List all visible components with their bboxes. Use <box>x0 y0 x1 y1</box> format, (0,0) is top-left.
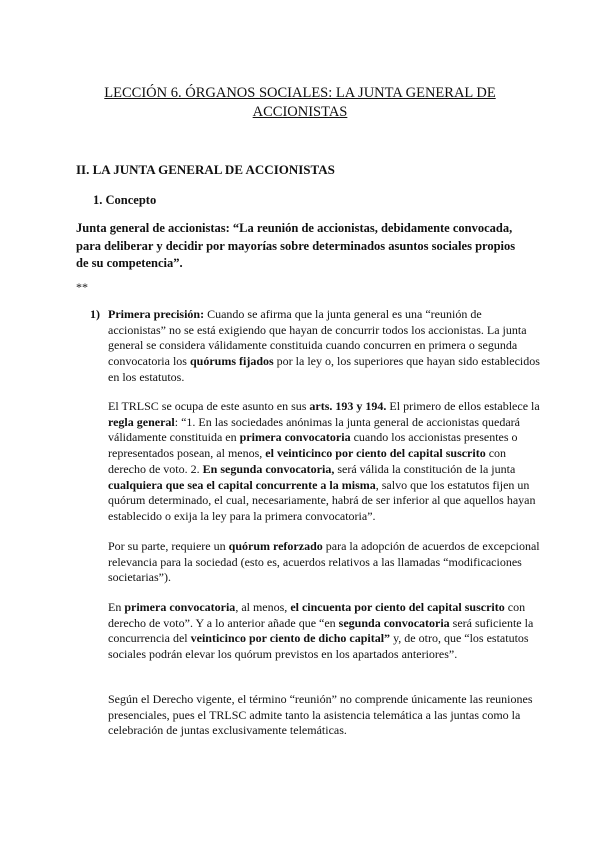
p2-text-m: , salvo que los estatutos fijen un quórum determinado, el cual, necesariamente, habrá de ser inferior al que aquellos hayan establecido o exija la ley para la primera convocatoria”. <box>108 477 536 523</box>
p2-text-c: El primero de ellos establece la <box>386 399 540 413</box>
p4-bold-f: segunda convocatoria <box>338 615 450 630</box>
p2-bold-h: el veinticinco por ciento del capital suscrito <box>265 446 486 461</box>
p3-text-a: Por su parte, requiere un <box>108 539 229 553</box>
p4-text-a: En <box>108 600 125 614</box>
p1-text-end: por la ley o, los superiores que hayan sido establecidos en los estatutos. <box>108 354 540 384</box>
definition-paragraph: Junta general de accionistas: “La reunión de accionistas, debidamente convocada, para deliberar y decidir por mayorías sobre determinados asuntos sociales propios de su competencia”. <box>76 221 516 270</box>
p1-text: Cuando se afirma que la junta general es una “reunión de accionistas” no se está exigiendo que hayan de concurrir todos los accionistas. La junta general se considera válidamente constituida cuando concurren en primera o segunda convocatoria los <box>108 307 527 369</box>
item-number: 1) <box>90 307 100 321</box>
p2-bold-d: regla general <box>108 414 175 429</box>
paragraph-4 <box>108 600 540 663</box>
p2-text-k: será válida la constitución de la junta <box>334 461 516 476</box>
p2-text-g: cuando los accionistas presentes o representados posean, al menos, <box>108 430 518 461</box>
subsection-heading: 1. Concepto <box>93 193 157 207</box>
p1-lead: Primera precisión: <box>108 307 205 321</box>
p4-bold-b: primera convocatoria <box>124 600 236 614</box>
p4-text-i: y, de otro, que “los estatutos sociales podrán elevar los quórum previstos en los apartados anteriores”. <box>108 631 529 662</box>
p2-bold-b: arts. 193 y 194. <box>309 399 387 413</box>
p2-text-e: : “1. En las sociedades anónimas la junta general de accionistas quedará válidamente constituida en <box>108 414 520 445</box>
p3-text-c: para la adopción de acuerdos de excepcional relevancia para la sociedad (esto es, acuerdos relativos a las llamadas “modificaciones societarias”). <box>108 539 540 585</box>
p2-bold-f: primera convocatoria <box>239 430 351 445</box>
p3-bold: quórum reforzado <box>228 539 323 553</box>
section-heading: II. LA JUNTA GENERAL DE ACCIONISTAS <box>76 162 335 177</box>
paragraph-5: Según el Derecho vigente, el término “reunión” no comprende únicamente las reuniones presenciales, pues el TRLSC admite tanto la asistencia telemática a las juntas como la celebración de juntas exclusivamente telemáticas. <box>108 692 533 738</box>
p4-text-c: , al menos, <box>235 600 291 614</box>
separator: ** <box>76 280 88 294</box>
p2-bold-j: En segunda convocatoria, <box>202 461 335 476</box>
p4-bold-d: el cincuenta por ciento del capital suscrito <box>290 600 505 614</box>
p4-bold-h: veinticinco por ciento de dicho capital” <box>190 631 391 646</box>
p4-text-e: con derecho de voto”. Y a lo anterior añade que “en <box>108 600 526 630</box>
paragraph-2 <box>108 399 540 525</box>
p1-bold: quórums fijados <box>189 354 274 369</box>
p4-text-g: será suficiente la concurrencia del <box>108 615 534 646</box>
paragraph-1 <box>108 307 540 386</box>
p2-bold-l: cualquiera que sea el capital concurrente a la misma <box>108 477 376 492</box>
p2-text-a: El TRLSC se ocupa de este asunto en sus <box>108 399 310 413</box>
page-title: LECCIÓN 6. ÓRGANOS SOCIALES: LA JUNTA GENERAL DE ACCIONISTAS <box>104 85 496 120</box>
paragraph-3 <box>108 539 540 586</box>
p2-text-i: con derecho de voto. 2. <box>108 446 507 476</box>
